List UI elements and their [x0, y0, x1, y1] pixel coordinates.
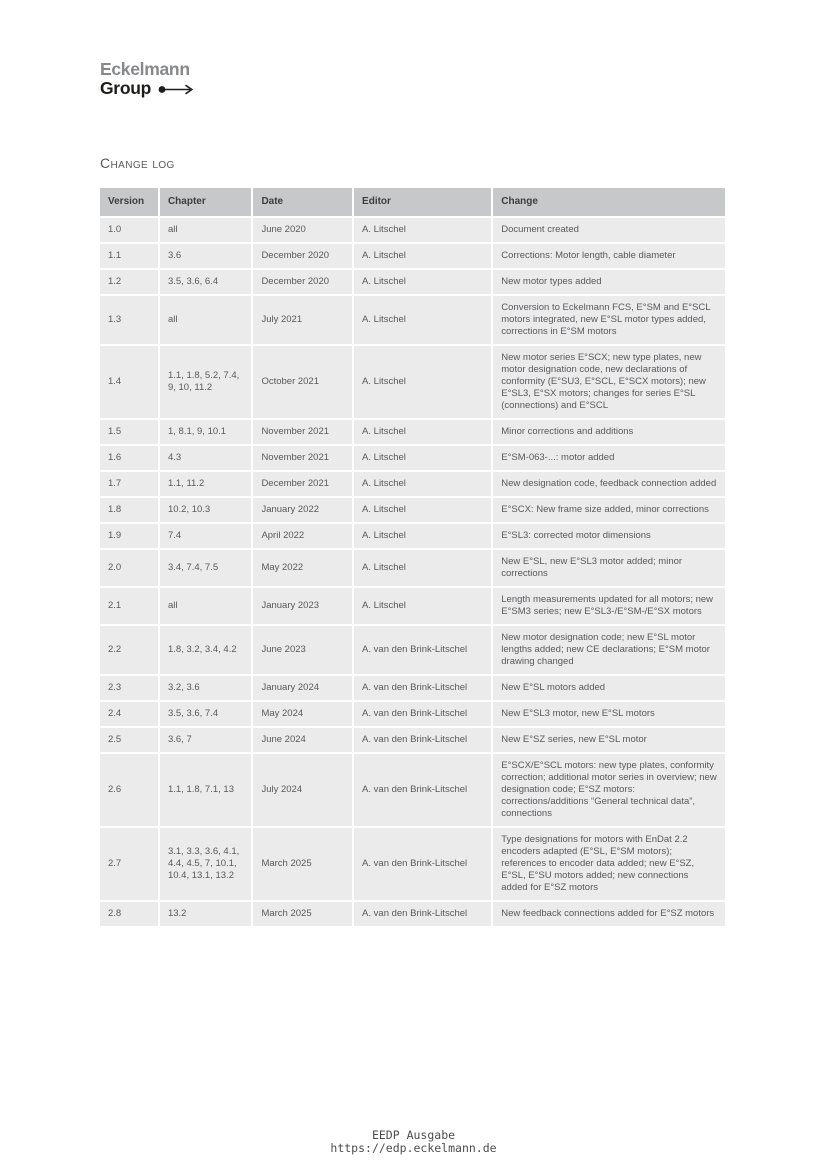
cell-date: June 2024 [253, 728, 354, 752]
cell-change: Document created [493, 218, 725, 242]
cell-editor: A. van den Brink-Litschel [354, 754, 493, 826]
dot-arrow-right-icon [158, 81, 194, 99]
table-row [100, 524, 725, 548]
cell-editor: A. van den Brink-Litschel [354, 828, 493, 900]
cell-version: 2.4 [100, 702, 160, 726]
cell-date: May 2022 [253, 550, 354, 586]
cell-editor: A. Litschel [354, 420, 493, 444]
cell-chapter: all [160, 218, 253, 242]
table-row [100, 828, 725, 900]
cell-date: October 2021 [253, 346, 354, 418]
cell-chapter: 3.6 [160, 244, 253, 268]
table-row [100, 218, 725, 242]
cell-date: December 2020 [253, 244, 354, 268]
cell-date: June 2023 [253, 626, 354, 674]
changelog-table-header [100, 188, 725, 216]
cell-date: December 2020 [253, 270, 354, 294]
cell-chapter: 1.1, 1.8, 5.2, 7.4, 9, 10, 11.2 [160, 346, 253, 418]
cell-chapter: 1.1, 11.2 [160, 472, 253, 496]
table-row [100, 446, 725, 470]
cell-date: November 2021 [253, 446, 354, 470]
cell-change: Corrections: Motor length, cable diameter [493, 244, 725, 268]
cell-chapter: 1.1, 1.8, 7.1, 13 [160, 754, 253, 826]
cell-version: 2.8 [100, 902, 160, 926]
cell-chapter: 1.8, 3.2, 3.4, 4.2 [160, 626, 253, 674]
cell-version: 1.8 [100, 498, 160, 522]
cell-chapter: all [160, 588, 253, 624]
page-footer [0, 1129, 827, 1155]
cell-date: April 2022 [253, 524, 354, 548]
cell-version: 1.5 [100, 420, 160, 444]
cell-chapter: 10.2, 10.3 [160, 498, 253, 522]
cell-chapter: 3.6, 7 [160, 728, 253, 752]
column-header-date: Date [253, 188, 354, 216]
table-row [100, 588, 725, 624]
column-header-chapter: Chapter [160, 188, 253, 216]
cell-change: New motor series E°SCX; new type plates, new motor designation code, new declarations of conformity (E°SU3, E°SCL, E°SCX motors); new E°SL3, E°SX motors; changes for series E°SL (connections) and E°SCL [493, 346, 725, 418]
cell-date: January 2023 [253, 588, 354, 624]
page-title: Change log [100, 155, 175, 171]
cell-chapter: 7.4 [160, 524, 253, 548]
cell-version: 1.0 [100, 218, 160, 242]
cell-editor: A. Litschel [354, 588, 493, 624]
cell-editor: A. Litschel [354, 550, 493, 586]
cell-chapter: 3.2, 3.6 [160, 676, 253, 700]
cell-chapter: 3.1, 3.3, 3.6, 4.1, 4.4, 4.5, 7, 10.1, 10.4, 13.1, 13.2 [160, 828, 253, 900]
cell-editor: A. van den Brink-Litschel [354, 902, 493, 926]
cell-chapter: 1, 8.1, 9, 10.1 [160, 420, 253, 444]
changelog-table-body [100, 218, 725, 926]
table-row [100, 902, 725, 926]
table-row [100, 472, 725, 496]
cell-change: E°SCX: New frame size added, minor corrections [493, 498, 725, 522]
cell-chapter: all [160, 296, 253, 344]
cell-date: March 2025 [253, 902, 354, 926]
cell-version: 2.0 [100, 550, 160, 586]
changelog-table [100, 186, 725, 928]
cell-version: 1.6 [100, 446, 160, 470]
cell-editor: A. van den Brink-Litschel [354, 728, 493, 752]
cell-change: New E°SL, new E°SL3 motor added; minor corrections [493, 550, 725, 586]
cell-change: Length measurements updated for all motors; new E°SM3 series; new E°SL3-/E°SM-/E°SX motors [493, 588, 725, 624]
cell-change: E°SCX/E°SCL motors: new type plates, conformity correction; additional motor series in overview; new designation code; E°SZ motors: corrections/additions “General technical data”, connections [493, 754, 725, 826]
cell-editor: A. Litschel [354, 244, 493, 268]
cell-change: New designation code, feedback connection added [493, 472, 725, 496]
column-header-editor: Editor [354, 188, 493, 216]
cell-change: New E°SZ series, new E°SL motor [493, 728, 725, 752]
cell-chapter: 4.3 [160, 446, 253, 470]
cell-version: 1.4 [100, 346, 160, 418]
table-row [100, 754, 725, 826]
table-row [100, 270, 725, 294]
cell-version: 2.2 [100, 626, 160, 674]
cell-change: New motor types added [493, 270, 725, 294]
logo-text-group: Group [100, 77, 151, 98]
cell-editor: A. Litschel [354, 446, 493, 470]
cell-editor: A. van den Brink-Litschel [354, 676, 493, 700]
cell-editor: A. Litschel [354, 498, 493, 522]
cell-date: June 2020 [253, 218, 354, 242]
cell-chapter: 13.2 [160, 902, 253, 926]
cell-date: December 2021 [253, 472, 354, 496]
cell-version: 1.3 [100, 296, 160, 344]
cell-date: May 2024 [253, 702, 354, 726]
cell-date: January 2024 [253, 676, 354, 700]
cell-date: November 2021 [253, 420, 354, 444]
table-row [100, 244, 725, 268]
cell-date: July 2024 [253, 754, 354, 826]
cell-change: Minor corrections and additions [493, 420, 725, 444]
cell-editor: A. Litschel [354, 270, 493, 294]
company-logo [100, 61, 194, 98]
cell-change: New E°SL3 motor, new E°SL motors [493, 702, 725, 726]
cell-date: January 2022 [253, 498, 354, 522]
cell-editor: A. van den Brink-Litschel [354, 702, 493, 726]
cell-version: 1.9 [100, 524, 160, 548]
table-row [100, 626, 725, 674]
cell-version: 1.1 [100, 244, 160, 268]
cell-date: March 2025 [253, 828, 354, 900]
cell-chapter: 3.4, 7.4, 7.5 [160, 550, 253, 586]
footer-url-link[interactable]: https://edp.eckelmann.de [330, 1141, 497, 1155]
logo-text-eckelmann: Eckelmann [100, 59, 190, 79]
table-row [100, 728, 725, 752]
cell-editor: A. Litschel [354, 524, 493, 548]
cell-chapter: 3.5, 3.6, 7.4 [160, 702, 253, 726]
column-header-version: Version [100, 188, 160, 216]
cell-version: 2.1 [100, 588, 160, 624]
table-row [100, 676, 725, 700]
cell-change: Type designations for motors with EnDat 2.2 encoders adapted (E°SL, E°SM motors); references to encoder data added; new E°SZ, E°SL, E°SU motors added; new connections added for E°SZ motors [493, 828, 725, 900]
table-row [100, 296, 725, 344]
cell-version: 1.2 [100, 270, 160, 294]
cell-version: 2.3 [100, 676, 160, 700]
cell-change: E°SM-063-...: motor added [493, 446, 725, 470]
table-row [100, 346, 725, 418]
table-row [100, 550, 725, 586]
table-row [100, 420, 725, 444]
cell-change: New E°SL motors added [493, 676, 725, 700]
cell-editor: A. Litschel [354, 296, 493, 344]
cell-version: 2.5 [100, 728, 160, 752]
cell-version: 1.7 [100, 472, 160, 496]
footer-edition-label: EEDP Ausgabe [371, 1128, 456, 1142]
cell-editor: A. Litschel [354, 346, 493, 418]
cell-chapter: 3.5, 3.6, 6.4 [160, 270, 253, 294]
cell-change: New feedback connections added for E°SZ motors [493, 902, 725, 926]
cell-version: 2.6 [100, 754, 160, 826]
cell-version: 2.7 [100, 828, 160, 900]
cell-change: New motor designation code; new E°SL motor lengths added; new CE declarations; E°SM motor drawing changed [493, 626, 725, 674]
cell-editor: A. Litschel [354, 472, 493, 496]
table-row [100, 498, 725, 522]
table-row [100, 702, 725, 726]
cell-date: July 2021 [253, 296, 354, 344]
cell-change: E°SL3: corrected motor dimensions [493, 524, 725, 548]
cell-editor: A. Litschel [354, 218, 493, 242]
column-header-change: Change [493, 188, 725, 216]
cell-editor: A. van den Brink-Litschel [354, 626, 493, 674]
cell-change: Conversion to Eckelmann FCS, E°SM and E°SCL motors integrated, new E°SL motor types added, corrections in E°SM motors [493, 296, 725, 344]
